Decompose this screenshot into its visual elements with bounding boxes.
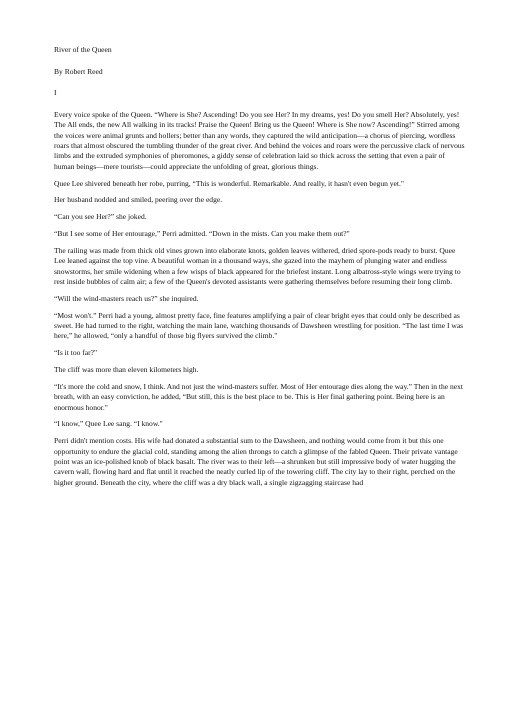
paragraph: Quee Lee shivered beneath her robe, purring, “This is wonderful. Remarkable. And really, it hasn't even begun yet."	[54, 178, 404, 188]
story-title: River of the Queen	[54, 45, 112, 54]
story-byline: By Robert Reed	[54, 66, 103, 76]
paragraph: The cliff was more than eleven kilometers high.	[54, 365, 199, 375]
paragraph: “Can you see Her?” she joked.	[54, 212, 147, 222]
paragraph: “Will the wind-masters reach us?” she inquired.	[54, 293, 199, 303]
paragraph: Perri didn't mention costs. His wife had donated a substantial sum to the Dawsheen, and nothing would come from it but this one opportunity to endure the glacial cold, standing among the alien throngs to catch a glimpse of the fabled Queen. Their private vantage point was an ice-polished knob of black basalt. The river was to their left—a shrunken but still impressive body of water hugging the cavern wall, flowing hard and flat until it reached the neatly curled lip of the towering cliff. The city lay to their right, perched on the higher ground. Beneath the city, where the cliff was a dry black wall, a single zigzagging staircase had	[54, 436, 458, 487]
paragraph: The railing was made from thick old vines grown into elaborate knots, golden leaves withered, dried spore-pods ready to burst. Quee Lee leaned against the top vine. A beautiful woman in a thousand ways, she gazed into the mayhem of plunging water and endless snowstorms, her smile widening when a few wisps of black appeared for the briefest instant. Long albatross-style wings were trying to rest inside bubbles of calm air; a few of the Queen's devoted assistants were gathering themselves before resuming their long climb.	[54, 245, 461, 287]
paragraph: “But I see some of Her entourage,” Perri admitted. “Down in the mists. Can you make them out?"	[54, 229, 350, 238]
paragraph: Every voice spoke of the Queen. “Where is She? Ascending! Do you see Her? In my dreams, yes! Do you smell Her? Absolutely, yes! The All ends, the new All walking in its tracks! Praise the Queen! Bring us the Queen! Where is She now? Ascending!” Stirred among the voices were animal grunts and hollers; better than any words, they captured the wild anticipation—a chorus of piercing, wordless roars that almost obscured the tumbling thunder of the great river. And behind the voices and roars were the percussive clack of nervous limbs and the extruded symphonies of pheromones, a giddy sense of celebration laid so thick across the setting that even a pair of human beings—mere tourists—could appreciate the unfolding of great, glorious things.	[54, 109, 465, 171]
paragraph: “Is it too far?"	[54, 348, 98, 358]
paragraph: “I know,” Quee Lee sang. “I know."	[54, 419, 163, 429]
chapter-heading: I	[54, 88, 57, 98]
document-page	[54, 45, 466, 495]
paragraph: “It's more the cold and snow, I think. And not just the wind-masters suffer. Most of Her entourage dies along the way.” Then in the next breath, with an easy conviction, he added, “But still, this is the best place to be. This is Her final gathering point. Being here is an enormous honor."	[54, 381, 464, 412]
paragraph: “Most won't.” Perri had a young, almost pretty face, fine features amplifying a pair of clear bright eyes that could only be described as sweet. He had turned to the right, watching the main lane, watching thousands of Dawsheen wrestling for position. “The last time I was here,” he allowed, “only a handful of those big flyers survived the climb."	[54, 310, 464, 341]
paragraph: Her husband nodded and smiled, peering over the edge.	[54, 195, 223, 205]
